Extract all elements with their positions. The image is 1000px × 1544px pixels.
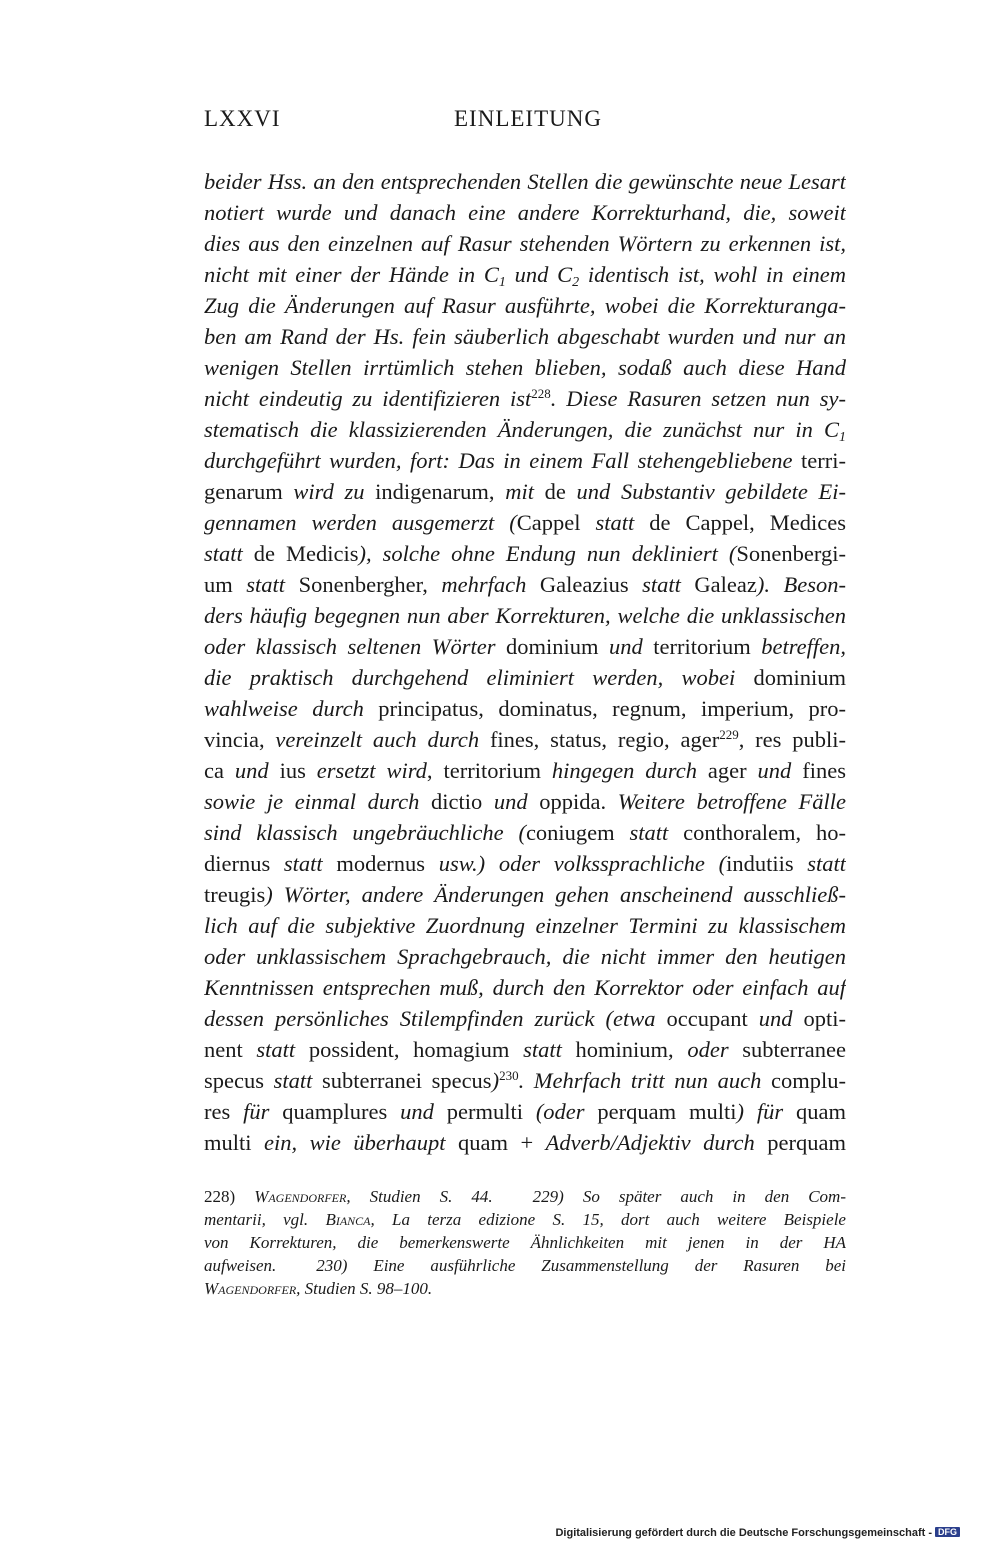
text-line: diernus statt modernus usw.) oder volkssprachliche (indutiis statt: [204, 851, 846, 876]
page-number: LXXVI: [204, 106, 281, 131]
body-text: [204, 166, 846, 1158]
text-line: dies aus den einzelnen auf Rasur stehenden Wörtern zu erkennen ist,: [204, 231, 846, 256]
dfg-logo: DFG: [935, 1527, 960, 1537]
text-line: stematisch die klassizierenden Änderungen, die zunächst nur in $C_1$: [204, 417, 846, 445]
text-line: sowie je einmal durch dictio und oppida. Weitere betroffene Fälle: [204, 789, 846, 814]
text-line: lich auf die subjektive Zuordnung einzelner Termini zu klassischem: [204, 913, 846, 938]
footnote-ref: 229: [719, 727, 739, 742]
text-line: ben am Rand der Hs. fein säuberlich abgeschabt wurden und nur an: [204, 324, 846, 349]
text-line: Zug die Änderungen auf Rasur ausführte, wobei die Korrekturanga-: [204, 293, 846, 318]
digitization-credit: Digitalisierung gefördert durch die Deutsche Forschungsgemeinschaft - DFG: [555, 1527, 960, 1539]
footnote-line: Wagendorfer, Studien S. 98–100.: [204, 1279, 433, 1298]
text-line: res für quamplures und permulti (oder perquam multi) für quam: [204, 1099, 846, 1124]
text-line: um statt Sonenbergher, mehrfach Galeazius statt Galeaz). Beson-: [204, 572, 846, 597]
text-line: beider Hss. an den entsprechenden Stellen die gewünschte neue Lesart: [204, 169, 846, 194]
text-line: wenigen Stellen irrtümlich stehen blieben, sodaß auch diese Hand: [204, 355, 846, 380]
footnote-ref: 230: [499, 1068, 519, 1083]
text-line: gennamen werden ausgemerzt (Cappel statt de Cappel, Medices: [204, 510, 846, 535]
running-head: EINLEITUNG: [454, 106, 602, 131]
text-line: vincia, vereinzelt auch durch fines, status, regio, ager$^{229}$, res publi-: [204, 727, 846, 752]
text-line: wahlweise durch principatus, dominatus, regnum, imperium, pro-: [204, 696, 846, 721]
footnote-line: mentarii, vgl. Bianca, La terza edizione S. 15, dort auch weitere Beispiele: [204, 1210, 846, 1229]
text-line: sind klassisch ungebräuchliche (coniugem statt conthoralem, ho-: [204, 820, 846, 845]
text-line: statt de Medicis), solche ohne Endung nun dekliniert (Sonenbergi-: [204, 541, 846, 566]
text-line: durchgeführt wurden, fort: Das in einem Fall stehengebliebene terri-: [204, 448, 846, 473]
text-line: nicht eindeutig zu identifizieren ist$^{228}$. Diese Rasuren setzen nun sy-: [204, 386, 846, 411]
text-line: specus statt subterranei specus)$^{230}$. Mehrfach tritt nun auch complu-: [204, 1068, 846, 1093]
text-line: nent statt possident, homagium statt hominium, oder subterranee: [204, 1037, 846, 1062]
text-line: multi ein, wie überhaupt quam + Adverb/Adjektiv durch perquam: [204, 1130, 846, 1155]
text-line: ders häufig begegnen nun aber Korrekturen, welche die unklassischen: [204, 603, 846, 628]
footnote-line: 228) Wagendorfer, Studien S. 44. 229) So später auch in den Com-: [204, 1187, 846, 1206]
footnote-line: von Korrekturen, die bemerkenswerte Ähnlichkeiten mit jenen in der HA: [204, 1233, 846, 1252]
page-header: [204, 106, 846, 140]
text-line: treugis) Wörter, andere Änderungen gehen anscheinend ausschließ-: [204, 882, 846, 907]
footnote-line: aufweisen. 230) Eine ausführliche Zusammenstellung der Rasuren bei: [204, 1256, 846, 1275]
text-line: oder unklassischem Sprachgebrauch, die nicht immer den heutigen: [204, 944, 846, 969]
text-line: nicht mit einer der Hände in $C_1$ und $C_2$ identisch ist, wohl in einem: [204, 262, 846, 290]
text-line: notiert wurde und danach eine andere Korrekturhand, die, soweit: [204, 200, 846, 225]
text-line: ca und ius ersetzt wird, territorium hingegen durch ager und fines: [204, 758, 846, 783]
text-line: dessen persönliches Stilempfinden zurück (etwa occupant und opti-: [204, 1006, 846, 1031]
text-line: die praktisch durchgehend eliminiert werden, wobei dominium: [204, 665, 846, 690]
text-line: Kenntnissen entsprechen muß, durch den Korrektor oder einfach auf: [204, 975, 846, 1000]
footnotes: [204, 1185, 846, 1300]
text-line: oder klassisch seltenen Wörter dominium und territorium betreffen,: [204, 634, 846, 659]
footnote-ref: 228: [531, 386, 551, 401]
text-line: genarum wird zu indigenarum, mit de und Substantiv gebildete Ei-: [204, 479, 846, 504]
